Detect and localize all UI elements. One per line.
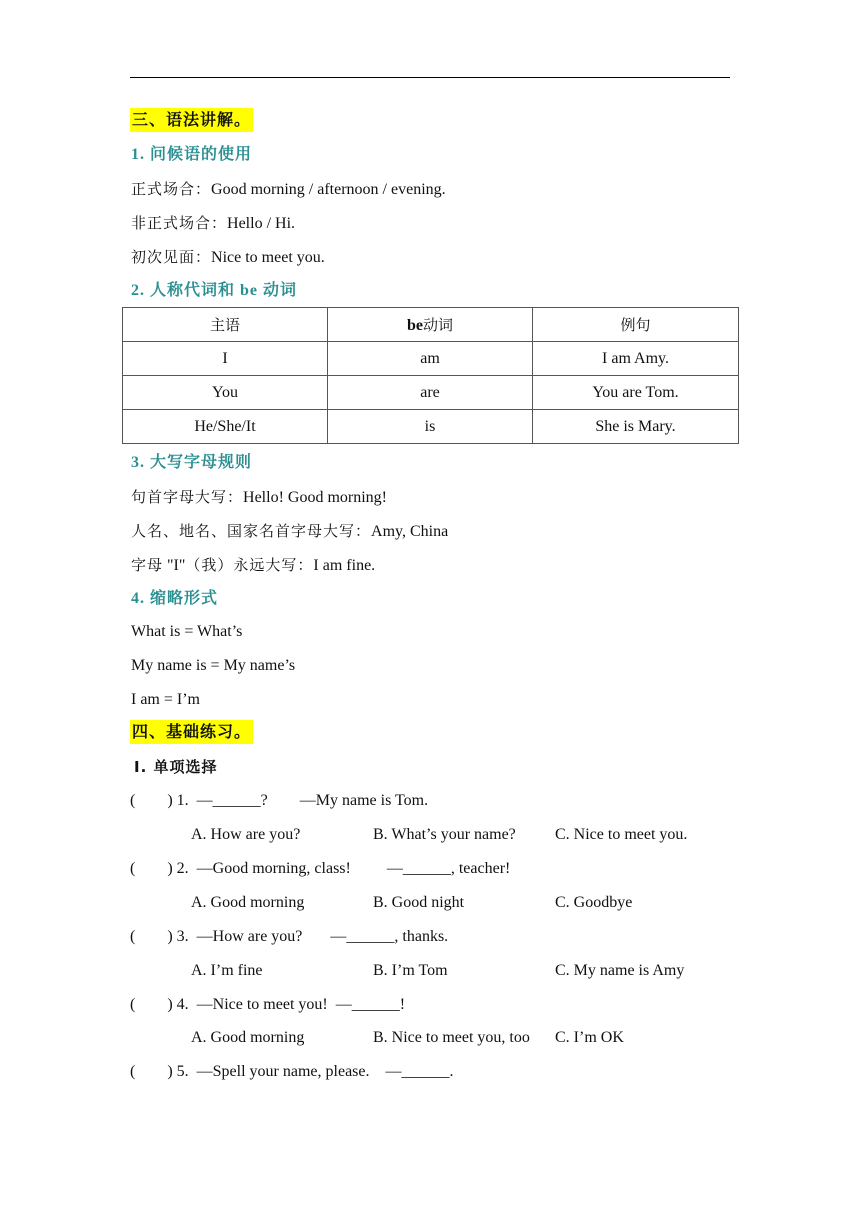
option-a[interactable]: A. How are you? [191, 826, 301, 843]
line-label: 正式场合： [131, 180, 212, 198]
capitals-line-i [131, 555, 375, 576]
answer-bracket[interactable]: ( ) [130, 792, 173, 809]
line-text: Hello! Good morning! [243, 489, 387, 506]
greeting-line-formal [131, 179, 446, 200]
question-2 [130, 859, 510, 879]
question-reply: —______. [385, 1063, 454, 1080]
question-prompt: —How are you? [196, 928, 303, 945]
header-verb: 动词 [422, 316, 453, 334]
question-reply: —______! [335, 996, 406, 1013]
answer-bracket[interactable]: ( ) [130, 996, 173, 1013]
cell-verb: am [328, 342, 533, 376]
subheading-number: 2. [131, 282, 145, 299]
question-1 [130, 791, 428, 811]
cell-verb: is [328, 410, 533, 444]
line-text: Amy, China [371, 523, 449, 540]
option-c[interactable]: C. Goodbye [555, 894, 633, 911]
question-prompt: —Good morning, class! [196, 860, 351, 877]
option-b[interactable]: B. Nice to meet you, too [373, 1029, 530, 1046]
subheading-number: 4. [131, 590, 145, 607]
contraction-line: My name is = My name’s [131, 657, 296, 674]
subheading-contractions [131, 589, 218, 609]
contraction-line: I am = I’m [131, 691, 200, 708]
line-text: Hello / Hi. [227, 215, 296, 232]
subheading-pronouns [131, 281, 297, 301]
subheading-number: 1. [131, 146, 145, 163]
table-header-row [123, 308, 739, 342]
capitals-line-names [131, 521, 448, 542]
cell-verb: are [328, 376, 533, 410]
header-rule [130, 77, 730, 78]
question-reply: —______, teacher! [386, 860, 511, 877]
contraction-line: What is = What’s [131, 623, 243, 640]
line-text: Nice to meet you. [211, 249, 325, 266]
answer-bracket[interactable]: ( ) [130, 928, 173, 945]
option-a[interactable]: A. I’m fine [191, 962, 263, 979]
part-title-multiple-choice: Ⅰ. 单项选择 [134, 758, 218, 776]
cell-subject: You [123, 376, 328, 410]
cell-example: I am Amy. [533, 342, 739, 376]
answer-bracket[interactable]: ( ) [130, 1063, 173, 1080]
section-heading-grammar: 三、语法讲解。 [130, 108, 253, 132]
option-c[interactable]: C. Nice to meet you. [555, 826, 688, 843]
line-label: （我）永远大写： [185, 556, 314, 574]
cell-example: You are Tom. [533, 376, 739, 410]
option-a[interactable]: A. Good morning [191, 894, 305, 911]
cell-example: She is Mary. [533, 410, 739, 444]
line-label: 初次见面： [131, 248, 212, 266]
subheading-capitals [131, 453, 252, 473]
greeting-line-informal [131, 213, 295, 234]
option-b[interactable]: B. What’s your name? [373, 826, 516, 843]
cell-subject: He/She/It [123, 410, 328, 444]
option-c[interactable]: C. I’m OK [555, 1029, 624, 1046]
line-label: 非正式场合： [131, 214, 228, 232]
subheading-title-be: be [240, 282, 259, 299]
answer-bracket[interactable]: ( ) [130, 860, 173, 877]
cell-subject: I [123, 342, 328, 376]
line-text: Good morning / afternoon / evening. [211, 181, 446, 198]
line-label: 人名、地名、国家名首字母大写： [131, 522, 372, 540]
option-c[interactable]: C. My name is Amy [555, 962, 685, 979]
table-row [123, 410, 739, 444]
option-a[interactable]: A. Good morning [191, 1029, 305, 1046]
question-reply: —______, thanks. [330, 928, 449, 945]
capitals-line-sentence [131, 487, 387, 508]
header-subject: 主语 [123, 308, 328, 342]
question-prompt: —Spell your name, please. [196, 1063, 370, 1080]
line-label: 句首字母大写： [131, 488, 244, 506]
line-text: I am fine. [313, 557, 376, 574]
question-reply: —My name is Tom. [299, 792, 429, 809]
line-letter-i: "I" [167, 557, 186, 574]
question-prompt: —Nice to meet you! [196, 996, 328, 1013]
subheading-number: 3. [131, 454, 145, 471]
question-5 [130, 1062, 454, 1082]
question-number: 5. [176, 1063, 189, 1080]
question-number: 1. [176, 792, 189, 809]
table-row [123, 376, 739, 410]
section-heading-practice: 四、基础练习。 [130, 720, 253, 744]
subheading-greetings [131, 145, 252, 165]
header-example: 例句 [533, 308, 739, 342]
question-4 [130, 995, 405, 1015]
question-number: 4. [176, 996, 189, 1013]
subheading-title: 缩略形式 [150, 590, 219, 607]
question-number: 3. [176, 928, 189, 945]
subheading-title: 人称代词和 [150, 282, 236, 299]
option-b[interactable]: B. Good night [373, 894, 465, 911]
greeting-line-first-meet [131, 247, 325, 268]
subheading-title: 大写字母规则 [150, 454, 253, 471]
line-label: 字母 [131, 556, 164, 574]
option-b[interactable]: B. I’m Tom [373, 962, 448, 979]
header-be: be [406, 317, 423, 334]
table-row [123, 342, 739, 376]
header-be-verb [328, 308, 533, 342]
question-number: 2. [176, 860, 189, 877]
question-prompt: —______? [196, 792, 268, 809]
subheading-title: 问候语的使用 [150, 146, 253, 163]
subheading-title-verb: 动词 [263, 282, 298, 299]
question-3 [130, 927, 448, 947]
pronoun-be-table [122, 307, 739, 444]
